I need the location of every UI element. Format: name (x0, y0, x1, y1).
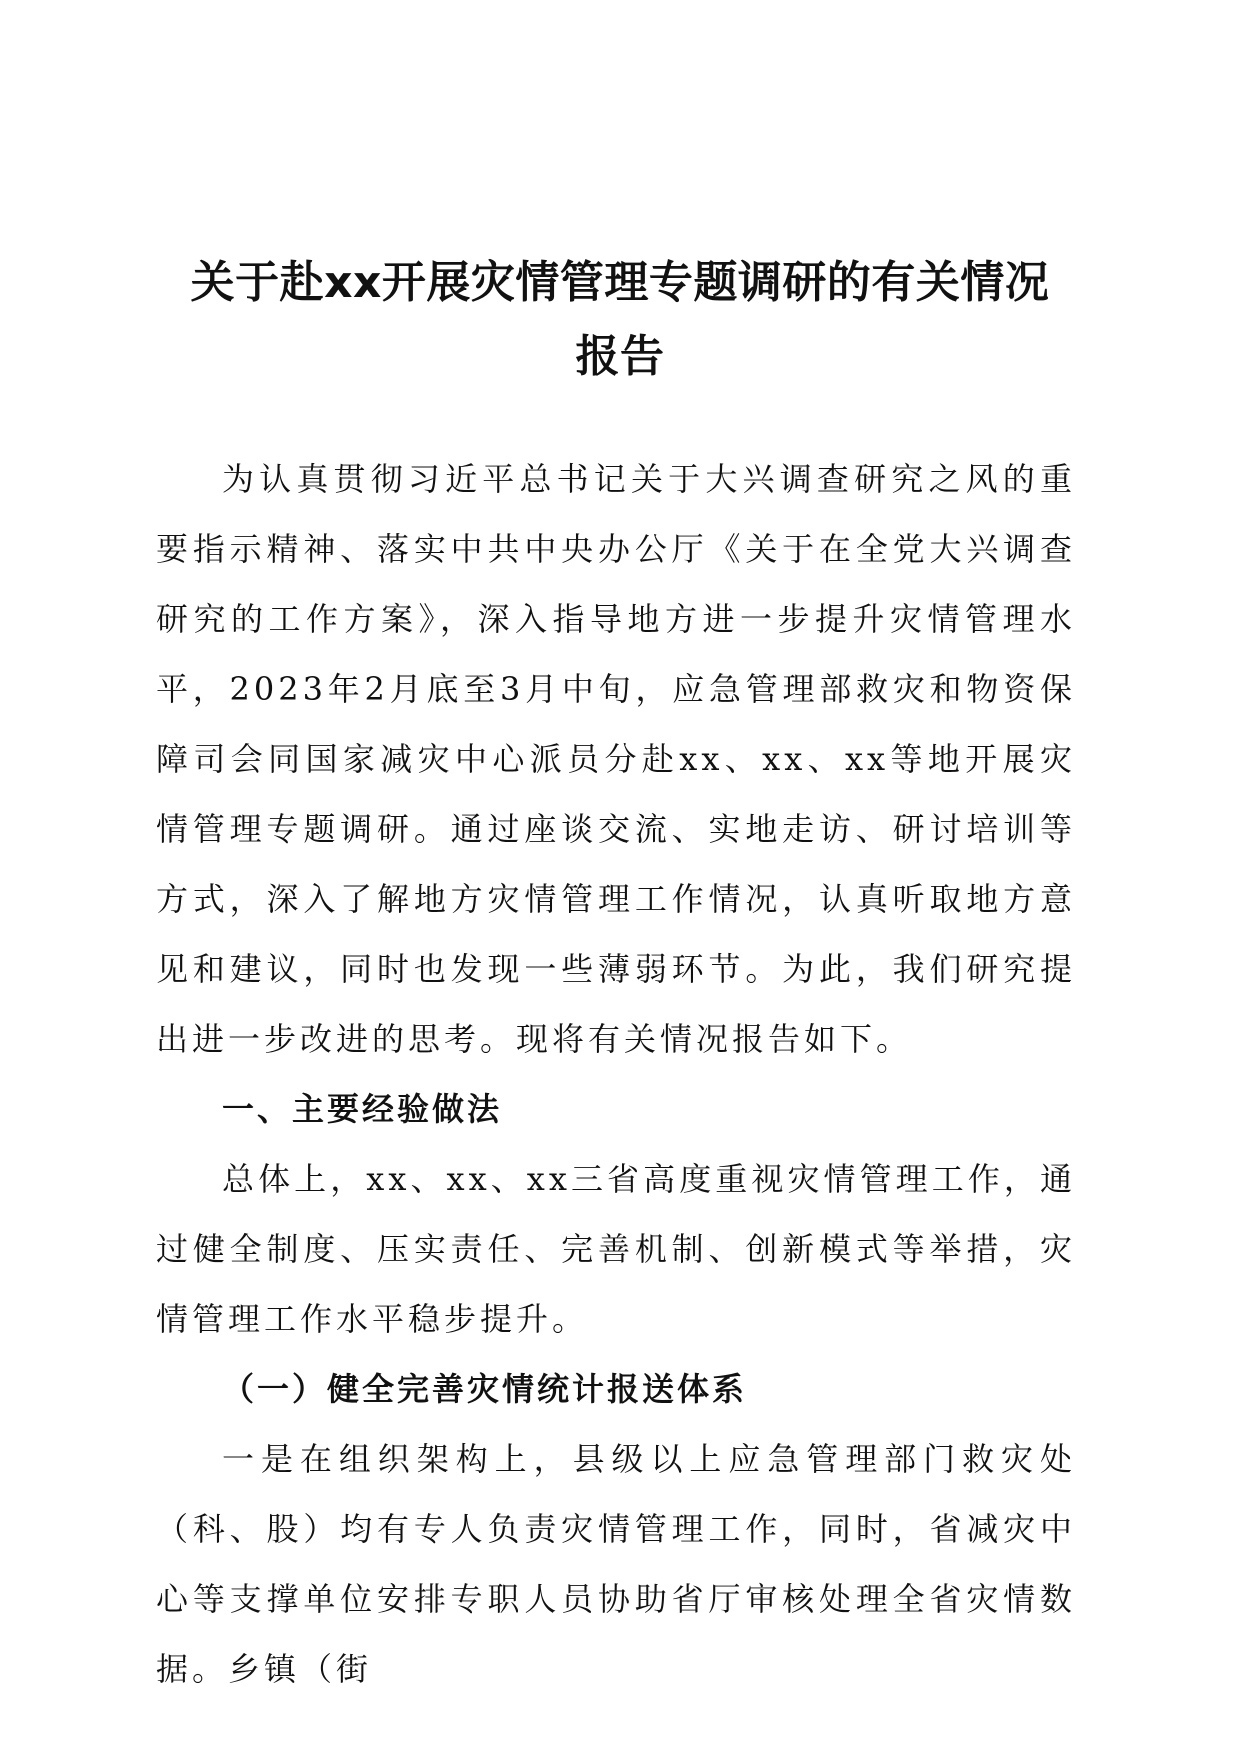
title-line-2: 报告 (575, 331, 665, 382)
title-line-1: 关于赴xx开展灾情管理专题调研的有关情况 (190, 257, 1050, 308)
detail-paragraph: 一是在组织架构上，县级以上应急管理部门救灾处（科、股）均有专人负责灾情管理工作，同时，省减灾中心等支撑单位安排专职人员协助省厅审核处理全省灾情数据。乡镇（街 (156, 1440, 1076, 1688)
section-heading-1: 一、主要经验做法 (222, 1090, 503, 1128)
document-title (150, 246, 1090, 394)
document-body (156, 444, 1076, 1704)
intro-paragraph: 为认真贯彻习近平总书记关于大兴调查研究之风的重要指示精神、落实中共中央办公厅《关于在全党大兴调查研究的工作方案》，深入指导地方进一步提升灾情管理水平，2023年2月底至3月中旬，应急管理部救灾和物资保障司会同国家减灾中心派员分赴xx、xx、xx等地开展灾情管理专题调研。通过座谈交流、实地走访、研讨培训等方式，深入了解地方灾情管理工作情况，认真听取地方意见和建议，同时也发现一些薄弱环节。为此，我们研究提出进一步改进的思考。现将有关情况报告如下。 (156, 460, 1076, 1058)
subsection-heading-1: （一）健全完善灾情统计报送体系 (222, 1370, 748, 1408)
summary-paragraph: 总体上，xx、xx、xx三省高度重视灾情管理工作，通过健全制度、压实责任、完善机制、创新模式等举措，灾情管理工作水平稳步提升。 (156, 1160, 1076, 1338)
